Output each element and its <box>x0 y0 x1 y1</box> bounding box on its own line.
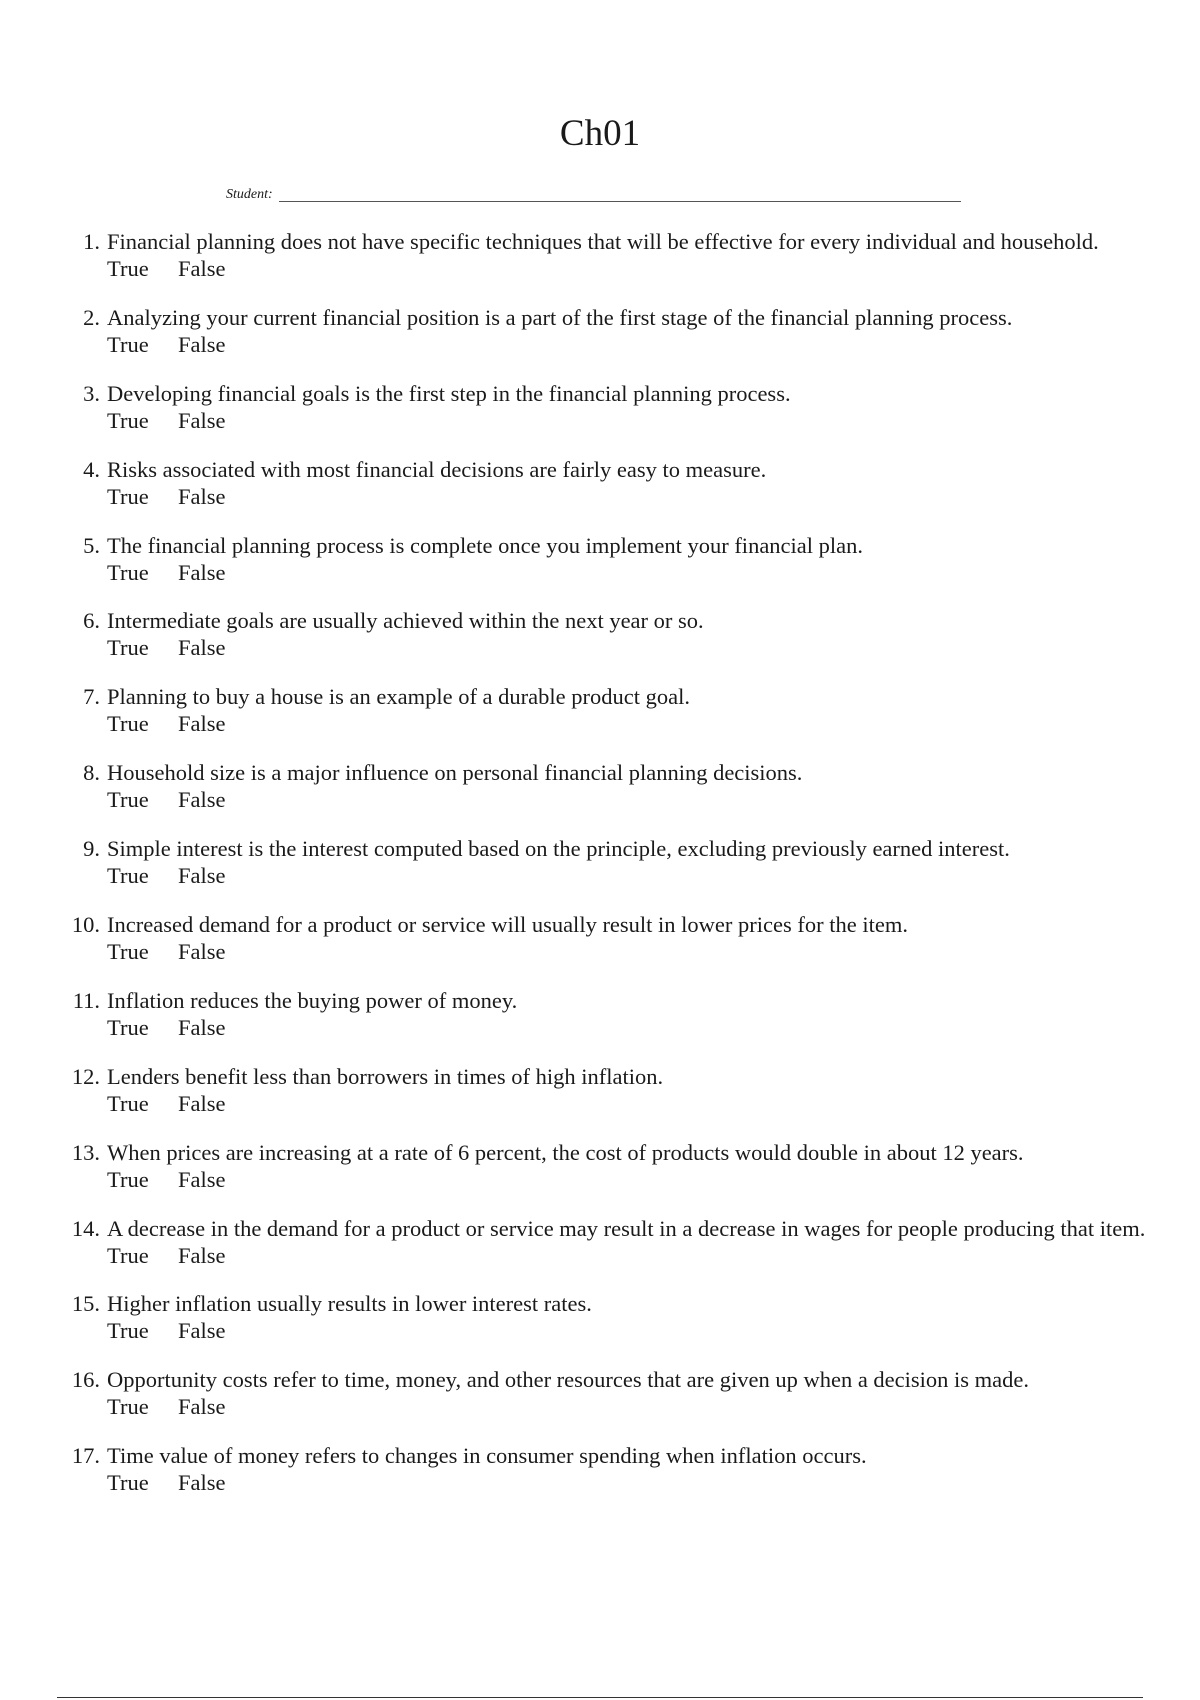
question-item <box>60 911 1140 965</box>
answer-options <box>107 862 1140 889</box>
answer-options <box>107 255 1140 282</box>
question-item <box>60 759 1140 813</box>
student-label: Student: <box>226 187 273 202</box>
question-item <box>60 1442 1140 1496</box>
question-text: Time value of money refers to changes in consumer spending when inflation occurs. <box>107 1443 867 1469</box>
answer-options <box>107 1014 1140 1041</box>
option-true[interactable]: True <box>107 559 149 585</box>
question-text: Intermediate goals are usually achieved within the next year or so. <box>107 608 704 634</box>
question-number: 3 . <box>60 380 100 407</box>
option-true[interactable]: True <box>107 407 149 433</box>
answer-options <box>107 1469 1140 1496</box>
answer-options <box>107 938 1140 965</box>
question-item <box>60 607 1140 661</box>
question-number: 9 . <box>60 835 100 862</box>
option-true[interactable]: True <box>107 863 149 889</box>
option-false[interactable]: False <box>178 939 226 965</box>
question-number: 1 . <box>60 228 100 255</box>
option-false[interactable]: False <box>178 787 226 813</box>
answer-options <box>107 1317 1140 1344</box>
option-true[interactable]: True <box>107 787 149 813</box>
question-item <box>60 380 1140 434</box>
question-item <box>60 1063 1140 1117</box>
option-false[interactable]: False <box>178 863 226 889</box>
question-item <box>60 456 1140 510</box>
answer-options <box>107 634 1140 661</box>
option-true[interactable]: True <box>107 939 149 965</box>
question-item <box>60 304 1140 358</box>
question-text: Household size is a major influence on personal financial planning decisions. <box>107 760 803 786</box>
question-number: 17 . <box>60 1442 100 1469</box>
option-false[interactable]: False <box>178 1318 226 1344</box>
question-item <box>60 1290 1140 1344</box>
question-number: 12 . <box>60 1063 100 1090</box>
answer-options <box>107 710 1140 737</box>
answer-options <box>107 483 1140 510</box>
question-number: 4 . <box>60 456 100 483</box>
question-text: Analyzing your current financial position is a part of the first stage of the financial planning process. <box>107 304 1013 330</box>
option-true[interactable]: True <box>107 1166 149 1192</box>
option-true[interactable]: True <box>107 256 149 281</box>
question-text: Increased demand for a product or service will usually result in lower prices for the item. <box>107 912 908 938</box>
question-item <box>60 1366 1140 1420</box>
question-number: 15 . <box>60 1290 100 1317</box>
answer-options <box>107 407 1140 434</box>
question-text: Financial planning does not have specific techniques that will be effective for every individual and household. <box>107 229 1099 254</box>
option-true[interactable]: True <box>107 1318 149 1344</box>
question-number: 7 . <box>60 683 100 710</box>
answer-options <box>107 1090 1140 1117</box>
question-item <box>60 532 1140 586</box>
answer-options <box>107 1166 1140 1193</box>
question-text: A decrease in the demand for a product or service may result in a decrease in wages for people producing that item. <box>107 1215 1146 1241</box>
option-false[interactable]: False <box>178 1242 226 1268</box>
option-false[interactable]: False <box>178 1090 226 1116</box>
question-text: Inflation reduces the buying power of money. <box>107 987 518 1013</box>
option-false[interactable]: False <box>178 1014 226 1040</box>
answer-options <box>107 331 1140 358</box>
option-false[interactable]: False <box>178 1394 226 1420</box>
question-number: 16 . <box>60 1366 100 1393</box>
option-true[interactable]: True <box>107 1394 149 1420</box>
question-item <box>60 1139 1140 1193</box>
question-number: 6 . <box>60 607 100 634</box>
answer-options <box>107 559 1140 586</box>
page-divider <box>57 1697 1143 1698</box>
question-number: 5 . <box>60 532 100 559</box>
question-number: 8 . <box>60 759 100 786</box>
option-false[interactable]: False <box>178 483 226 509</box>
question-item <box>60 1215 1146 1269</box>
question-text: Higher inflation usually results in lower interest rates. <box>107 1291 592 1317</box>
question-number: 14 . <box>60 1215 100 1242</box>
option-false[interactable]: False <box>178 559 226 585</box>
option-true[interactable]: True <box>107 1090 149 1116</box>
option-false[interactable]: False <box>178 331 226 357</box>
option-false[interactable]: False <box>178 1166 226 1192</box>
option-false[interactable]: False <box>178 256 226 281</box>
question-item <box>60 987 1140 1041</box>
question-text: Simple interest is the interest computed based on the principle, excluding previously earned interest. <box>107 836 1010 862</box>
question-number: 10 . <box>60 911 100 938</box>
option-false[interactable]: False <box>178 1470 226 1496</box>
option-true[interactable]: True <box>107 1470 149 1496</box>
option-true[interactable]: True <box>107 483 149 509</box>
option-false[interactable]: False <box>178 711 226 737</box>
option-true[interactable]: True <box>107 635 149 661</box>
question-item <box>60 835 1140 889</box>
question-text: Lenders benefit less than borrowers in times of high inflation. <box>107 1063 664 1089</box>
option-true[interactable]: True <box>107 1014 149 1040</box>
question-number: 2 . <box>60 304 100 331</box>
page-title: Ch01 <box>559 113 641 154</box>
answer-options <box>107 786 1140 813</box>
question-number: 11 . <box>60 987 100 1014</box>
answer-options <box>107 1393 1140 1420</box>
option-true[interactable]: True <box>107 1242 149 1268</box>
question-text: Planning to buy a house is an example of a durable product goal. <box>107 684 690 710</box>
question-item <box>60 228 1140 282</box>
student-name-field[interactable] <box>279 201 961 202</box>
option-true[interactable]: True <box>107 331 149 357</box>
question-text: The financial planning process is complete once you implement your financial plan. <box>107 532 864 558</box>
question-text: When prices are increasing at a rate of 6 percent, the cost of products would double in about 12 years. <box>107 1139 1024 1165</box>
student-name-row <box>226 184 961 204</box>
option-false[interactable]: False <box>178 407 226 433</box>
question-text: Developing financial goals is the first step in the financial planning process. <box>107 380 791 406</box>
question-text: Opportunity costs refer to time, money, and other resources that are given up when a decision is made. <box>107 1367 1030 1393</box>
question-item <box>60 683 1140 737</box>
option-false[interactable]: False <box>178 635 226 661</box>
option-true[interactable]: True <box>107 711 149 737</box>
answer-options <box>107 1242 1140 1269</box>
question-text: Risks associated with most financial decisions are fairly easy to measure. <box>107 456 767 482</box>
question-number: 13 . <box>60 1139 100 1166</box>
question-list <box>60 228 1146 1518</box>
